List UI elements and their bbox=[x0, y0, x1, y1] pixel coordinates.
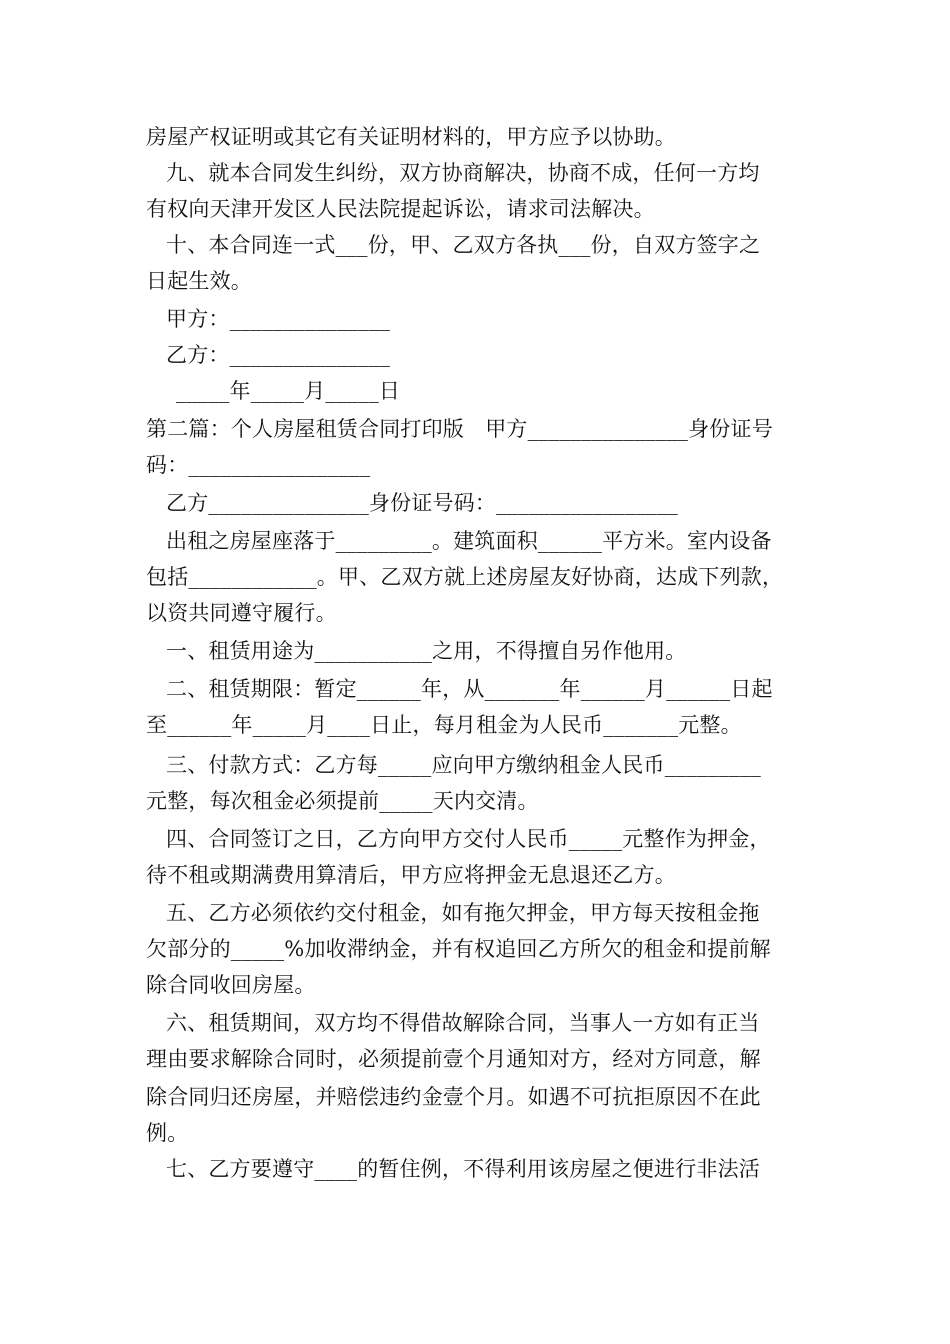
signature-party-b: 乙方：_______________ bbox=[166, 343, 391, 367]
signature-date: _____年_____月_____日 bbox=[176, 379, 401, 403]
clause-4-line-1: 四、合同签订之日，乙方向甲方交付人民币_____元整作为押金， bbox=[166, 827, 771, 851]
clause-5-line-2: 欠部分的_____%加收滞纳金，并有权追回乙方所欠的租金和提前解 bbox=[146, 937, 771, 961]
premises-line-1: 出租之房屋座落于_________。建筑面积______平方米。室内设备 bbox=[166, 529, 772, 553]
text-line-1: 房屋产权证明或其它有关证明材料的，甲方应予以协助。 bbox=[146, 125, 676, 149]
clause-9-line-2: 有权向天津开发区人民法院提起诉讼，请求司法解决。 bbox=[146, 197, 655, 221]
clause-1-line-1: 一、租赁用途为___________之用，不得擅自另作他用。 bbox=[166, 639, 687, 663]
clause-4-line-2: 待不租或期满费用算清后，甲方应将押金无息退还乙方。 bbox=[146, 863, 676, 887]
clause-7-line-1: 七、乙方要遵守____的暂住例，不得利用该房屋之便进行非法活 bbox=[166, 1157, 760, 1181]
section-2-heading-line-2: 码：_________________ bbox=[146, 453, 371, 477]
premises-line-3: 以资共同遵守履行。 bbox=[146, 601, 337, 625]
signature-party-a: 甲方：_______________ bbox=[166, 307, 391, 331]
clause-6-line-1: 六、租赁期间，双方均不得借故解除合同，当事人一方如有正当 bbox=[166, 1011, 760, 1035]
clause-6-line-3: 除合同归还房屋，并赔偿违约金壹个月。如遇不可抗拒原因不在此 bbox=[146, 1085, 761, 1109]
clause-5-line-3: 除合同收回房屋。 bbox=[146, 973, 316, 997]
clause-2-line-1: 二、租赁期限：暂定______年，从_______年______月______日起 bbox=[166, 677, 773, 701]
clause-5-line-1: 五、乙方必须依约交付租金，如有拖欠押金，甲方每天按租金拖 bbox=[166, 901, 760, 925]
section-2-heading-line-1: 第二篇：个人房屋租赁合同打印版 甲方_______________身份证号 bbox=[146, 417, 773, 441]
clause-6-line-4: 例。 bbox=[146, 1121, 189, 1145]
clause-3-line-1: 三、付款方式：乙方每_____应向甲方缴纳租金人民币_________ bbox=[166, 753, 761, 777]
clause-6-line-2: 理由要求解除合同时，必须提前壹个月通知对方，经对方同意，解 bbox=[146, 1047, 761, 1071]
clause-3-line-2: 元整，每次租金必须提前_____天内交清。 bbox=[146, 789, 539, 813]
clause-10-line-1: 十、本合同连一式___份，甲、乙双方各执___份，自双方签字之 bbox=[166, 233, 761, 257]
clause-10-line-2: 日起生效。 bbox=[146, 269, 252, 293]
party-b-id-line: 乙方_______________身份证号码：_________________ bbox=[166, 491, 678, 515]
clause-9-line-1: 九、就本合同发生纠纷，双方协商解决，协商不成，任何一方均 bbox=[166, 161, 760, 185]
clause-2-line-2: 至______年_____月____日止，每月租金为人民币_______元整。 bbox=[146, 713, 742, 737]
premises-line-2: 包括____________。甲、乙双方就上述房屋友好协商，达成下列款， bbox=[146, 565, 784, 589]
